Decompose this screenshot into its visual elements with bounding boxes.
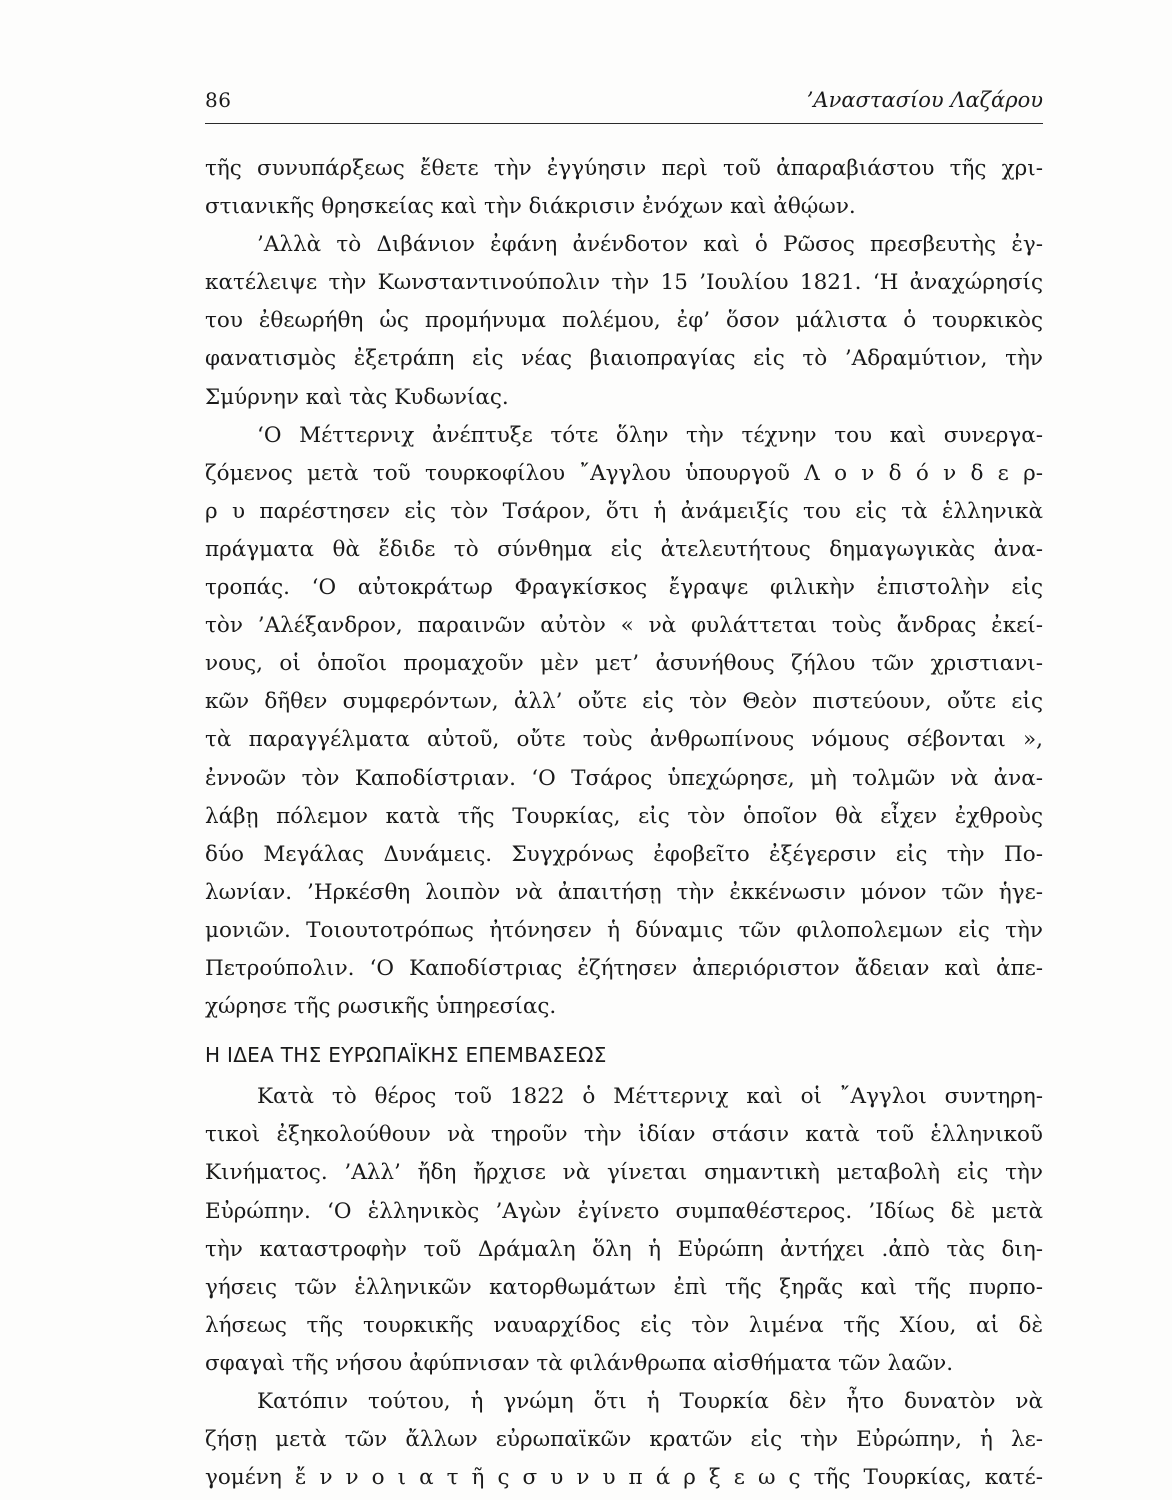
text-line: Εὐρώπην. ‘Ο ἑλληνικὸς ’Αγὼν ἐγίνετο συμπαθέστερος. ’Ιδίως δὲ μετὰ [205, 1198, 1043, 1224]
text-line: Κινήματος. ’Αλλ’ ἤδη ἤρχισε νὰ γίνεται σημαντικὴ μεταβολὴ εἰς τὴν [205, 1160, 1043, 1186]
text-line: μονιῶν. Τοιουτοτρόπως ἠτόνησεν ἡ δύναμις τῶν φιλοπολεμων εἰς τὴν [205, 917, 1043, 943]
text-line: κατέλειψε τὴν Κωνσταντινούπολιν τὴν 15 ’Ιουλίου 1821. ‘Η ἀναχώρησίς [205, 270, 1043, 296]
text-line: λήσεως τῆς τουρκικῆς ναυαρχίδος εἰς τὸν λιμένα τῆς Χίου, αἱ δὲ [205, 1312, 1043, 1338]
text-line: ἐννοῶν τὸν Καποδίστριαν. ‘Ο Τσάρος ὑπεχώρησε, μὴ τολμῶν νὰ ἀνα- [205, 765, 1043, 791]
text-line: ‘Ο Μέττερνιχ ἀνέπτυξε τότε ὅλην τὴν τέχνην του καὶ συνεργα- [257, 422, 1043, 448]
page-header [205, 88, 1043, 122]
section-heading: Η ΙΔΕΑ ΤΗΣ ΕΥΡΩΠΑΪΚΗΣ ΕΠΕΜΒΑΣΕΩΣ [205, 1043, 607, 1068]
text-line: κῶν δῆθεν συμφερόντων, ἀλλ’ οὔτε εἰς τὸν Θεὸν πιστεύουν, οὔτε εἰς [205, 689, 1043, 715]
text-line: Κατόπιν τούτου, ἡ γνώμη ὅτι ἡ Τουρκία δὲν ἦτο δυνατὸν νὰ [257, 1389, 1043, 1414]
text-line: πράγματα θὰ ἔδιδε τὸ σύνθημα εἰς ἀτελευτήτους δημαγωγικὰς ἀνα- [205, 536, 1043, 562]
text-line: νους, οἱ ὁποῖοι προμαχοῦν μὲν μετ’ ἀσυνήθους ζήλου τῶν χριστιανι- [205, 651, 1043, 677]
text-line: τὸν ’Αλέξανδρον, παραινῶν αὐτὸν « νὰ φυλάττεται τοὺς ἄνδρας ἐκεί- [205, 613, 1043, 639]
text-line: του ἐθεωρήθη ὡς προμήνυμα πολέμου, ἐφ’ ὅσον μάλιστα ὁ τουρκικὸς [205, 308, 1043, 334]
text-line: φανατισμὸς ἐξετράπη εἰς νέας βιαιοπραγίας εἰς τὸ ’Αδραμύτιον, τὴν [205, 346, 1043, 372]
text-line: γήσεις τῶν ἑλληνικῶν κατορθωμάτων ἐπὶ τῆς ξηρᾶς καὶ τῆς πυρπο- [205, 1274, 1043, 1300]
body-text [205, 150, 1043, 1497]
text-line: ζήσῃ μετὰ τῶν ἄλλων εὐρωπαϊκῶν κρατῶν εἰς τὴν Εὐρώπην, ἡ λε- [205, 1427, 1043, 1453]
text-line: λωνίαν. ’Ηρκέσθη λοιπὸν νὰ ἀπαιτήσῃ τὴν ἐκκένωσιν μόνον τῶν ἡγε- [205, 879, 1043, 905]
text-line: ’Αλλὰ τὸ Διβάνιον ἐφάνη ἀνένδοτον καὶ ὁ Ρῶσος πρεσβευτὴς ἐγ- [257, 232, 1043, 258]
text-line: τροπάς. ‘Ο αὐτοκράτωρ Φραγκίσκος ἔγραψε φιλικὴν ἐπιστολὴν εἰς [205, 575, 1043, 601]
text-line: τικοὶ ἐξηκολούθουν νὰ τηροῦν τὴν ἰδίαν στάσιν κατὰ τοῦ ἑλληνικοῦ [205, 1122, 1043, 1148]
running-head-author: ’Αναστασίου Λαζάρου [806, 88, 1043, 112]
text-line: Κατὰ τὸ θέρος τοῦ 1822 ὁ Μέττερνιχ καὶ οἱ ῎Αγγλοι συντηρη- [257, 1084, 1043, 1110]
text-line: τὴν καταστροφὴν τοῦ Δράμαλη ὅλη ἡ Εὐρώπη ἀντήχει .ἀπὸ τὰς διη- [205, 1236, 1043, 1262]
text-line: γομένη ἔ ν ν ο ι α τ ῆ ς σ υ ν υ π ά ρ ξ ε ω ς τῆς Τουρκίας, κατέ- [205, 1465, 1043, 1491]
text-line: Πετρούπολιν. ‘Ο Καποδίστριας ἐζήτησεν ἀπεριόριστον ἄδειαν καὶ ἀπε- [205, 955, 1043, 981]
text-line: ρ υ παρέστησεν εἰς τὸν Τσάρον, ὅτι ἡ ἀνάμειξίς του εἰς τὰ ἑλληνικὰ [205, 498, 1043, 524]
text-line: λάβῃ πόλεμον κατὰ τῆς Τουρκίας, εἰς τὸν ὁποῖον θὰ εἶχεν ἐχθροὺς [205, 803, 1043, 829]
text-line: Σμύρνην καὶ τὰς Κυδωνίας. [205, 384, 509, 410]
text-line: σφαγαὶ τῆς νήσου ἀφύπνισαν τὰ φιλάνθρωπα αἰσθήματα τῶν λαῶν. [205, 1350, 954, 1376]
text-line: στιανικῆς θρησκείας καὶ τὴν διάκρισιν ἐνόχων καὶ ἀθῴων. [205, 194, 856, 220]
text-line: ζόμενος μετὰ τοῦ τουρκοφίλου ῎Αγγλου ὑπουργοῦ Λ ο ν δ ό ν δ ε ρ- [205, 460, 1043, 486]
page-number: 86 [205, 88, 232, 112]
section-spacer [205, 1026, 1043, 1036]
text-line: χώρησε τῆς ρωσικῆς ὑπηρεσίας. [205, 994, 557, 1020]
text-line: τῆς συνυπάρξεως ἔθετε τὴν ἐγγύησιν περὶ τοῦ ἀπαραβιάστου τῆς χρι- [205, 156, 1043, 181]
text-line: τὰ παραγγέλματα αὐτοῦ, οὔτε τοὺς ἀνθρωπίνους νόμους σέβονται », [205, 727, 1043, 753]
header-rule [205, 123, 1043, 124]
text-line: δύο Μεγάλας Δυνάμεις. Συγχρόνως ἐφοβεῖτο ἐξέγερσιν εἰς τὴν Πο- [205, 841, 1043, 867]
